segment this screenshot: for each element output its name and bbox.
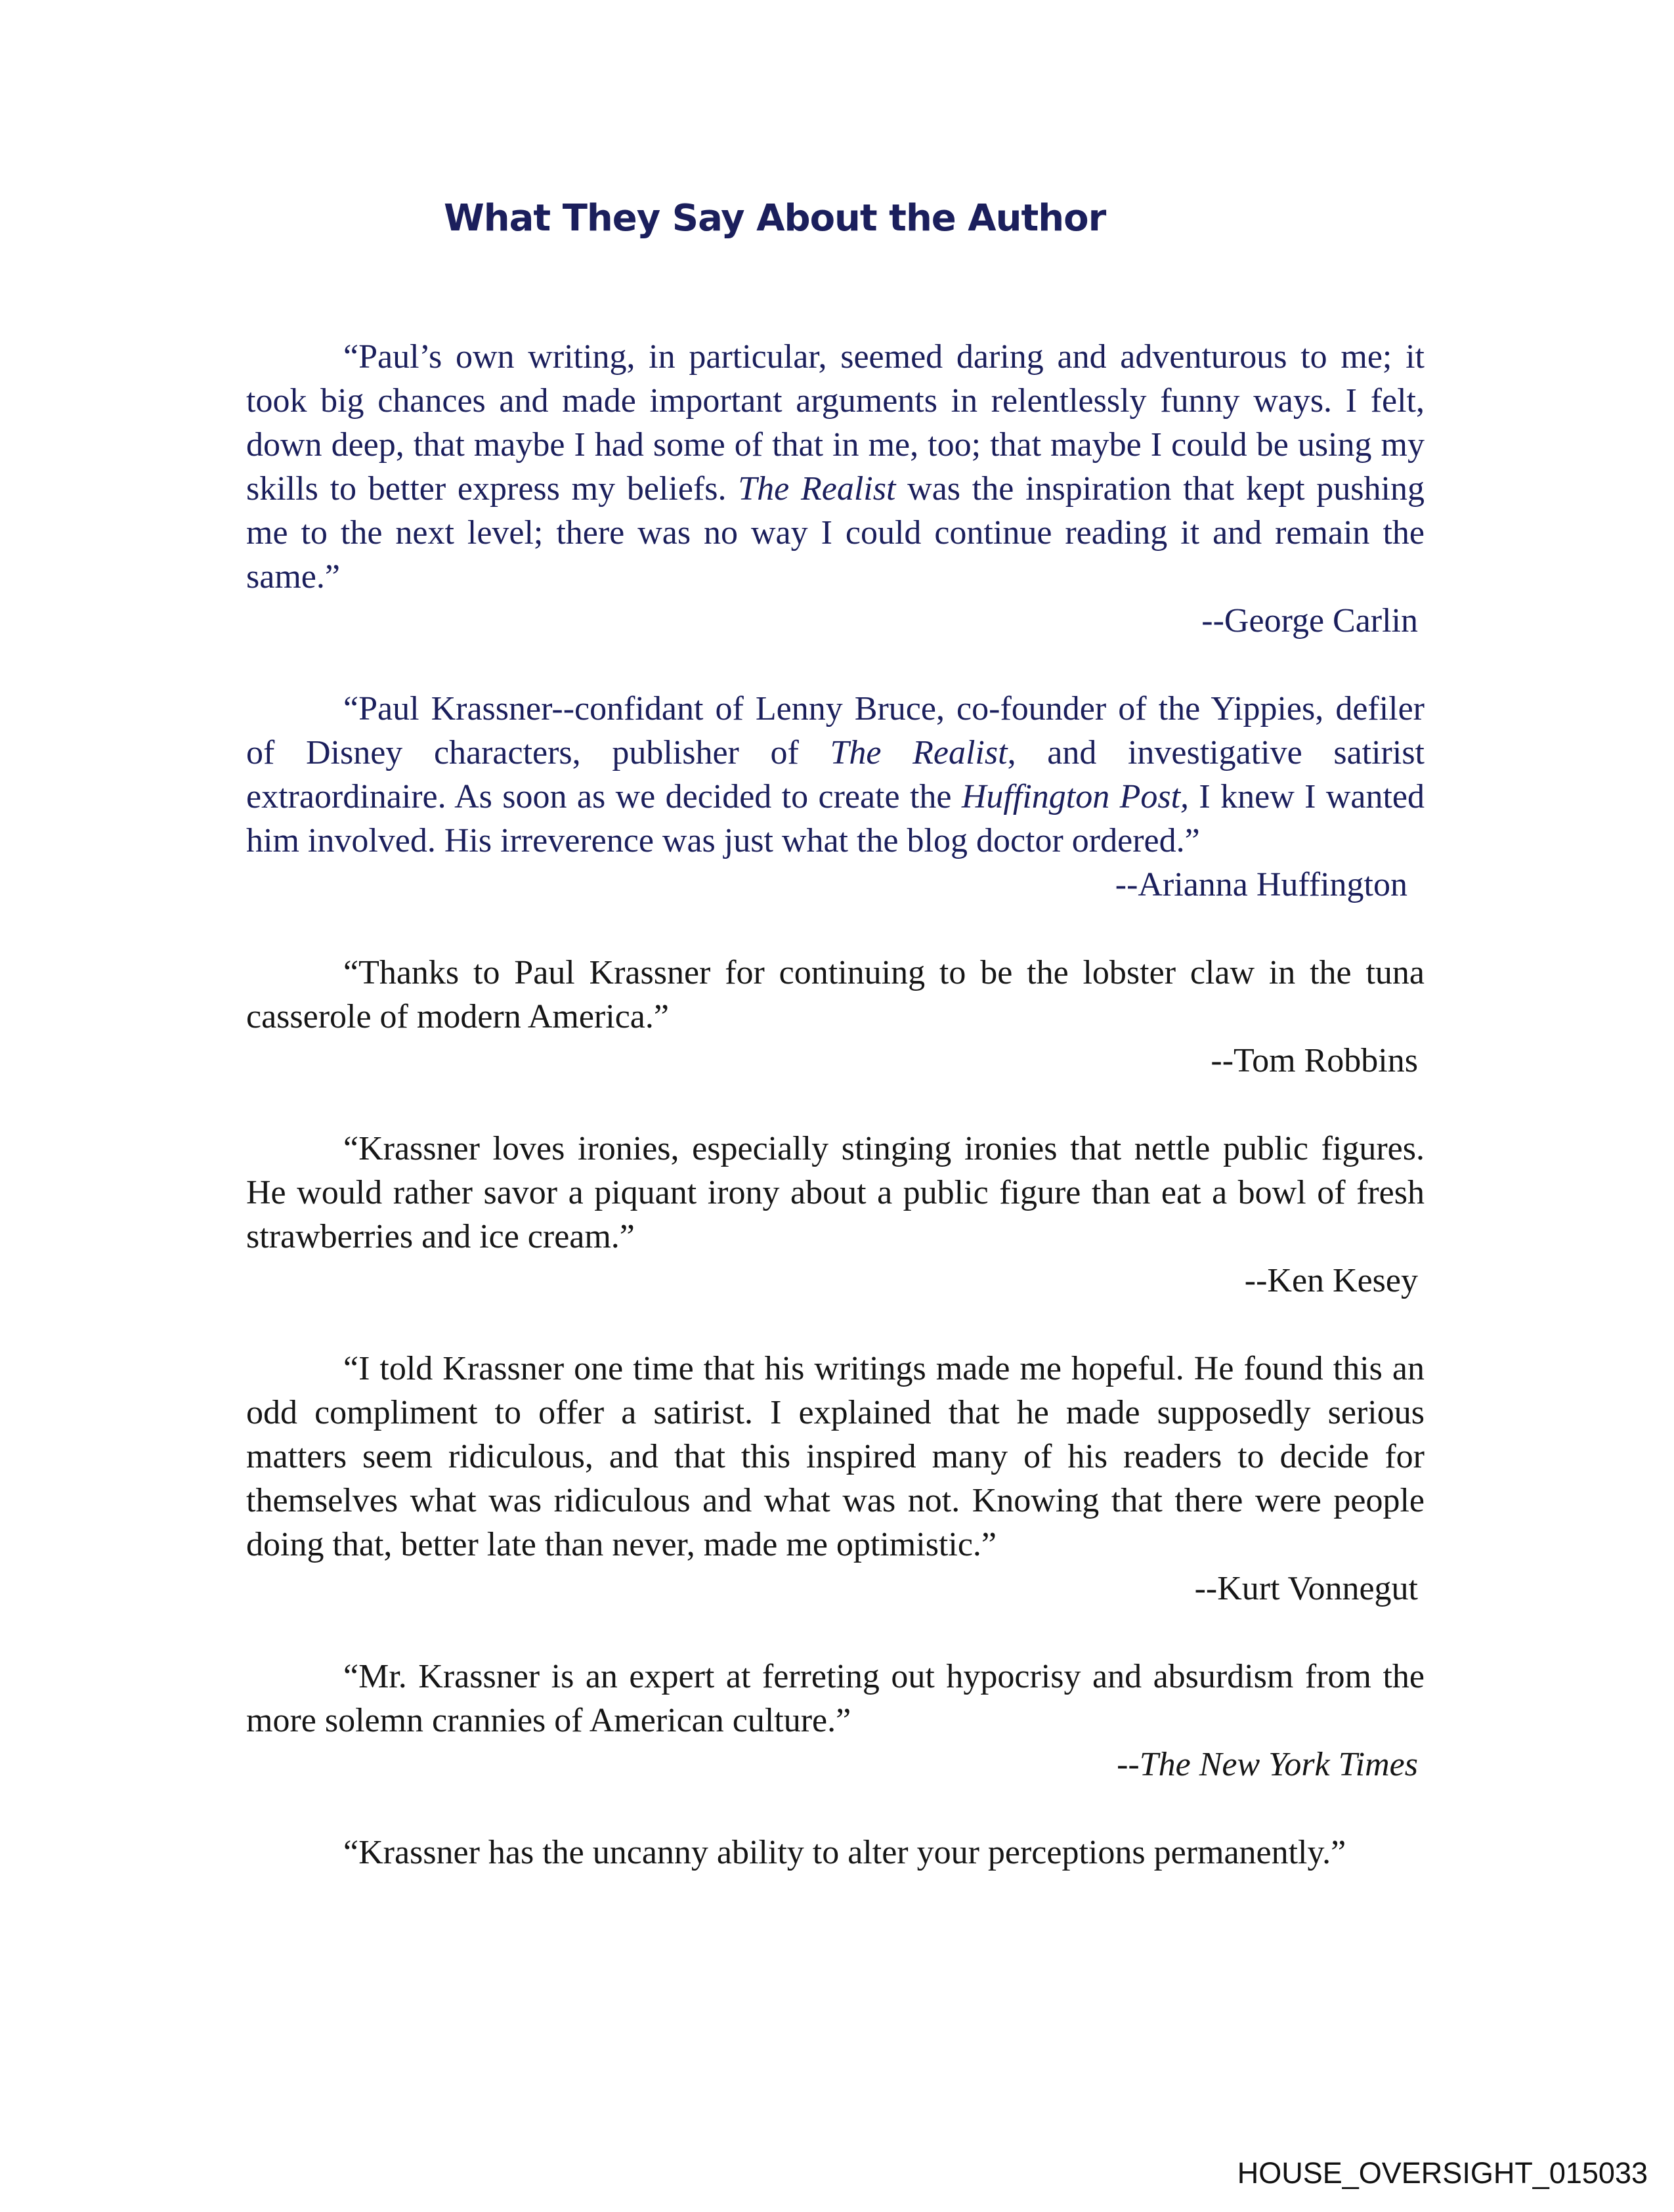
attribution-tom-robbins: --Tom Robbins [1211,1042,1418,1079]
attribution-arianna-huffington: --Arianna Huffington [1115,866,1407,903]
quote-text: was the inspiration that kept pushing me to the next level; there was no way I could continue reading it and remain the same.” [246,470,1425,596]
quote-ken-kesey: “Krassner loves ironies, especially stinging ironies that nettle public figures. He would rather savor a piquant irony about a public figure than eat a bowl of fresh strawberries and ice cream.” [246,1130,1425,1255]
quote-italic-title: Huffington Post, [961,778,1190,815]
attribution-new-york-times [246,1743,1425,1787]
quote-kurt-vonnegut: “I told Krassner one time that his writings made me hopeful. He found this an odd compliment to offer a satirist. I explained that he made supposedly serious matters seem ridiculous, and that this inspired many of his readers to decide for themselves what was ridiculous and what was not. Knowing that there were people doing that, better late than never, made me optimistic.” [246,1350,1425,1563]
page-title: What They Say About the Author [444,197,1106,240]
attribution-kurt-vonnegut: --Kurt Vonnegut [1194,1570,1418,1607]
quote-new-york-times: “Mr. Krassner is an expert at ferreting out hypocrisy and absurdism from the more solemn crannies of American culture.” [246,1658,1425,1739]
quote-text: “Paul’s own writing, in particular, seemed daring and adventurous to me; it took big chances and made important arguments in relentlessly funny ways. I felt, down deep, that maybe I had some of that in me, too; that maybe I could be using my skills to better express my beliefs. [246,338,1425,508]
attribution-ken-kesey: --Ken Kesey [1244,1262,1418,1299]
quote-italic-title: The Realist [738,470,896,508]
quote-krassner-perceptions: “Krassner has the uncanny ability to alter your perceptions permanently.” [343,1834,1346,1871]
quote-arianna-huffington [246,687,1425,863]
attribution-prefix: -- [1117,1746,1140,1783]
attribution-publication: The New York Times [1139,1746,1418,1783]
bates-number: HOUSE_OVERSIGHT_015033 [1237,2156,1648,2190]
quote-text: , and investigative satirist extraordinaire. As soon as we decided to create the [246,734,1425,815]
quote-text: I knew I wanted him involved. His irreverence was just what the blog doctor ordered.” [246,778,1425,859]
quote-text: “Paul Krassner--confidant of Lenny Bruce, co-founder of the Yippies, defiler of Disney characters, publisher of [246,690,1425,771]
attribution-george-carlin: --George Carlin [1201,602,1418,640]
quote-italic-title: The Realist [830,734,1008,771]
testimonials [246,335,1425,1875]
quote-tom-robbins: “Thanks to Paul Krassner for continuing to be the lobster claw in the tuna casserole of modern America.” [246,954,1425,1035]
quote-george-carlin [246,335,1425,599]
